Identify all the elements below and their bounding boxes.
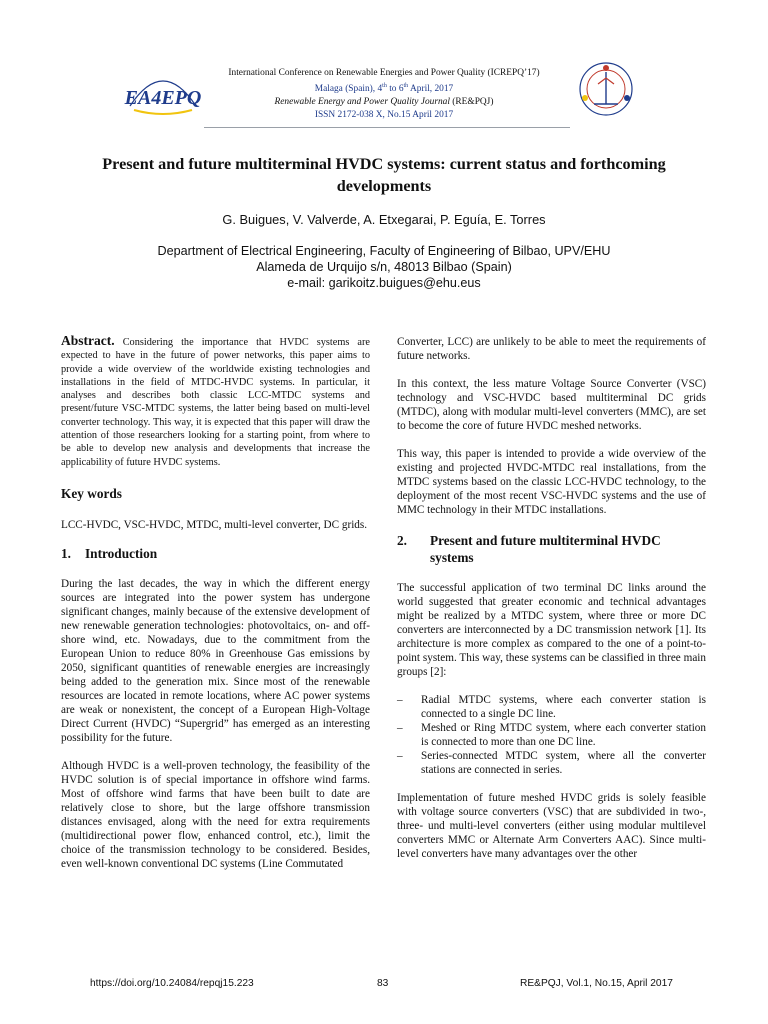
- journal-abbr: (RE&PQJ): [449, 97, 494, 108]
- ea4epq-logo-icon: [124, 66, 202, 118]
- list-item-text: Series-connected MTDC system, where all the converter stations are connected in series.: [421, 750, 706, 776]
- section-1-heading: [61, 545, 370, 562]
- location-sup2: th: [403, 83, 409, 89]
- paper-title: Present and future multiterminal HVDC systems: current status and forthcoming developments: [102, 155, 666, 195]
- affiliation-department: Department of Electrical Engineering, Faculty of Engineering of Bilbao, UPV/EHU: [157, 244, 611, 258]
- mtdc-types-list: [397, 693, 706, 777]
- list-item: [397, 721, 706, 749]
- bullet-marker: –: [397, 694, 403, 706]
- location-mid: to 6: [386, 84, 404, 95]
- conference-header: [204, 67, 564, 122]
- footer-page-number: 83: [377, 978, 389, 989]
- bullet-marker: –: [397, 750, 403, 762]
- conference-name: International Conference on Renewable Energies and Power Quality (ICREPQ’17): [228, 68, 540, 78]
- keywords-heading: Key words: [61, 485, 122, 501]
- affiliation-address: Alameda de Urquijo s/n, 48013 Bilbao (Spain): [256, 260, 512, 274]
- right-paragraph-3: This way, this paper is intended to provide a wide overview of the existing and projected HVDC-MTDC real installations, from the MTDC systems based on the classic LCC-HVDC technology, to the deployment of the most recent VSC-HVDC systems and the use of MMC technology in their MTDC installations.: [397, 448, 706, 516]
- section-2-title-line1: Present and future multiterminal HVDC: [430, 533, 661, 548]
- list-item-text: Meshed or Ring MTDC system, where each converter station is connected to more than one DC line.: [421, 722, 706, 748]
- page-footer: [0, 978, 768, 994]
- location-sup1: th: [382, 83, 387, 89]
- list-item-text: Radial MTDC systems, where each converter station is connected to a single DC line.: [421, 694, 706, 720]
- journal-name: Renewable Energy and Power Quality Journal: [274, 97, 450, 108]
- right-paragraph-4: The successful application of two terminal DC links around the world suggested that greater economic and technical advantages might be realized by a MTDC system, where three or more DC converters are interconnected by a DC transmission network [1]. Its architecture is more complex as compared to the one of a point-to-point system. This way, these systems can be classified in three main groups [2]:: [397, 582, 706, 678]
- list-item: [397, 693, 706, 721]
- authors: G. Buigues, V. Valverde, A. Etxegarai, P. Eguía, E. Torres: [222, 212, 546, 227]
- section-2-heading: [397, 532, 706, 566]
- conference-location: [204, 80, 564, 96]
- section-1-title: Introduction: [85, 545, 158, 561]
- keywords-text: LCC-HVDC, VSC-HVDC, MTDC, multi-level converter, DC grids.: [61, 518, 368, 531]
- abstract-label: Abstract.: [61, 333, 115, 348]
- right-paragraph-5: Implementation of future meshed HVDC grids is solely feasible with voltage source converters (VSC) that are subdivided in two-, three- und multi-level converters (either using modular multilevel converters MMC or Alternate Arm Converters AAC). Since multi-level converters have many advantages over the other: [397, 792, 706, 860]
- section-2-number: 2.: [397, 533, 407, 548]
- abstract-text: Considering the importance that HVDC systems are expected to have in the future of power networks, this paper aims to provide a wide overview of the worldwide existing technologies and installations in the field of MTDC-HVDC systems. In particular, it analyses and describes both classic LCC-MTDC systems and present/future VSC-MTDC systems, the latter being based on multi-level converter technology. This way, it is expected that this paper will draw the attention of those researchers looking for a starting point, from where to be able to develop new analysis and developments that increase the applicability of future HVDC systems.: [61, 337, 371, 468]
- affiliation: [0, 243, 768, 291]
- footer-doi-link[interactable]: https://doi.org/10.24084/repqj15.223: [90, 978, 254, 989]
- issn-line: ISSN 2172-038 X, No.15 April 2017: [314, 110, 454, 121]
- right-paragraph-2: In this context, the less mature Voltage Source Converter (VSC) technology and VSC-HVDC based multiterminal DC grids (MTDC), along with modular multi-level converters (MMC), are set to become the core of future HVDC meshed networks.: [397, 378, 706, 432]
- abstract: [61, 334, 370, 469]
- conference-emblem-icon: [572, 58, 640, 120]
- location-start: Malaga (Spain), 4: [314, 84, 383, 95]
- right-column: [397, 335, 706, 861]
- intro-paragraph-2: Although HVDC is a well-proven technology, the feasibility of the HVDC solution is of special importance in offshore wind farms. Most of offshore wind farms that have been built to date are relatively close to shore, but the large offshore transmission distances envisaged, along with the need for extra requirements (multidirectional power flow, enhanced control, etc.), limit the choice of the transmission technology to be considered. Besides, even well-known conventional DC systems (Line Commutated: [61, 759, 370, 870]
- journal-line: [204, 96, 564, 109]
- list-item: [397, 749, 706, 777]
- left-column: [61, 334, 370, 871]
- footer-journal: RE&PQJ, Vol.1, No.15, April 2017: [520, 978, 673, 989]
- location-end: April, 2017: [408, 84, 454, 95]
- right-paragraph-1: Converter, LCC) are unlikely to be able to meet the requirements of future networks.: [397, 336, 706, 362]
- header-divider: [204, 127, 570, 128]
- affiliation-email[interactable]: e-mail: garikoitz.buigues@ehu.eus: [287, 276, 481, 290]
- logo-left-text: EA4EPQ: [124, 87, 202, 109]
- bullet-marker: –: [397, 722, 403, 734]
- intro-paragraph-1: During the last decades, the way in which the different energy sources are integrated into the power system has undergone significant changes, mainly because of the extensive development of new renewable generation technologies: photovoltaics, on- and off-shore wind, etc. Nowadays, due to the commitment from the European Union to reduce 80% in Greenhouse Gas emissions by 2050, significant quantities of renewable energies are increasingly being added to the generation mix. Since most of the renewable resources are located in remote locations, where AC power systems are weak or nonexistent, the concept of a European High-Voltage Direct Current (HVDC) “Supergrid” has emerged as an interesting possibility for the future.: [61, 577, 370, 744]
- section-2-title-line2: systems: [430, 550, 474, 565]
- section-1-number: 1.: [61, 545, 71, 561]
